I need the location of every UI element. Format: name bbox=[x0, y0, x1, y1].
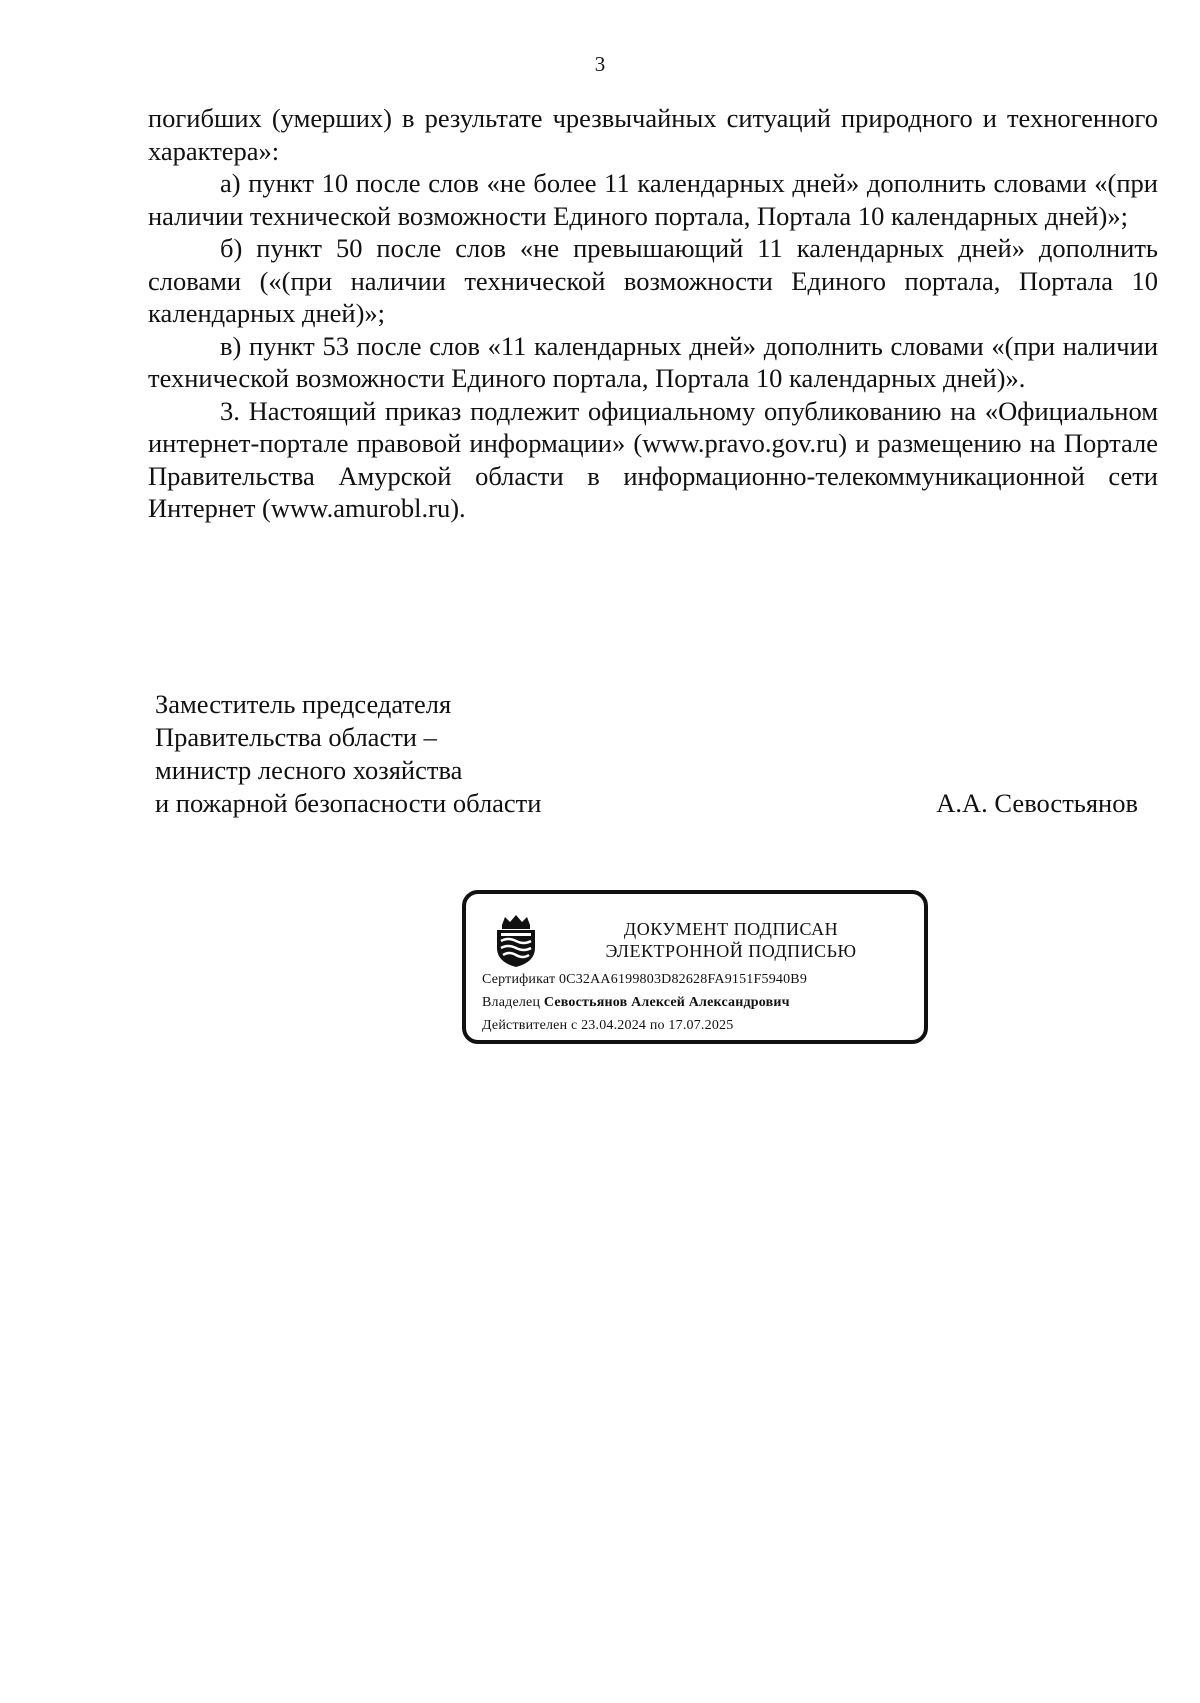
valid-to-label: по bbox=[649, 1018, 665, 1033]
stamp-heading bbox=[566, 918, 896, 962]
owner-value: Севостьянов Алексей Александрович bbox=[543, 995, 790, 1010]
owner-label: Владелец bbox=[482, 995, 541, 1010]
stamp-heading-line: ЭЛЕКТРОННОЙ ПОДПИСЬЮ bbox=[605, 941, 857, 961]
paragraph-3-publication: 3. Настоящий приказ подлежит официальному опубликованию на «Официальном интернет-портале правовой информации» (www.pravo.gov.ru) и размещению на Портале Правительства Амурской области в информационно-телекоммуникационной сети Интернет (www.amurobl.ru). bbox=[148, 395, 1158, 523]
paragraph-continuation: погибших (умерших) в результате чрезвычайных ситуаций природного и техногенного характера»: bbox=[148, 103, 1158, 166]
signatory-position-line: Заместитель председателя bbox=[155, 689, 452, 719]
stamp-certificate-line bbox=[482, 972, 807, 988]
valid-from: 23.04.2024 bbox=[581, 1018, 647, 1033]
certificate-value: 0C32AA6199803D82628FA9151F5940B9 bbox=[558, 972, 808, 987]
page-number: 3 bbox=[594, 52, 606, 76]
amur-region-coat-of-arms-icon bbox=[493, 914, 539, 968]
valid-to: 17.07.2025 bbox=[668, 1018, 734, 1033]
stamp-validity-line bbox=[482, 1018, 733, 1034]
electronic-signature-stamp bbox=[462, 890, 928, 1044]
signatory-position-line: и пожарной безопасности области bbox=[155, 788, 542, 818]
document-body bbox=[148, 102, 1158, 525]
paragraph-item-b: б) пункт 50 после слов «не превышающий 11 календарных дней» дополнить словами («(при наличии технической возможности Единого портала, Портала 10 календарных дней)»; bbox=[148, 233, 1158, 328]
signatory-name: А.А. Севостьянов bbox=[936, 788, 1138, 818]
paragraph-item-a: а) пункт 10 после слов «не более 11 календарных дней» дополнить словами «(при наличии технической возможности Единого портала, Портала 10 календарных дней)»; bbox=[148, 168, 1158, 231]
certificate-label: Сертификат bbox=[482, 972, 556, 987]
paragraph-item-v: в) пункт 53 после слов «11 календарных дней» дополнить словами «(при наличии технической возможности Единого портала, Портала 10 календарных дней)». bbox=[148, 330, 1158, 393]
stamp-heading-line: ДОКУМЕНТ ПОДПИСАН bbox=[623, 919, 839, 939]
valid-label: Действителен с bbox=[482, 1018, 578, 1033]
stamp-owner-line bbox=[482, 995, 790, 1011]
signatory-position-line: министр лесного хозяйства bbox=[155, 755, 463, 785]
signatory-position-line: Правительства области – bbox=[155, 722, 437, 752]
signatory-position bbox=[155, 688, 541, 820]
